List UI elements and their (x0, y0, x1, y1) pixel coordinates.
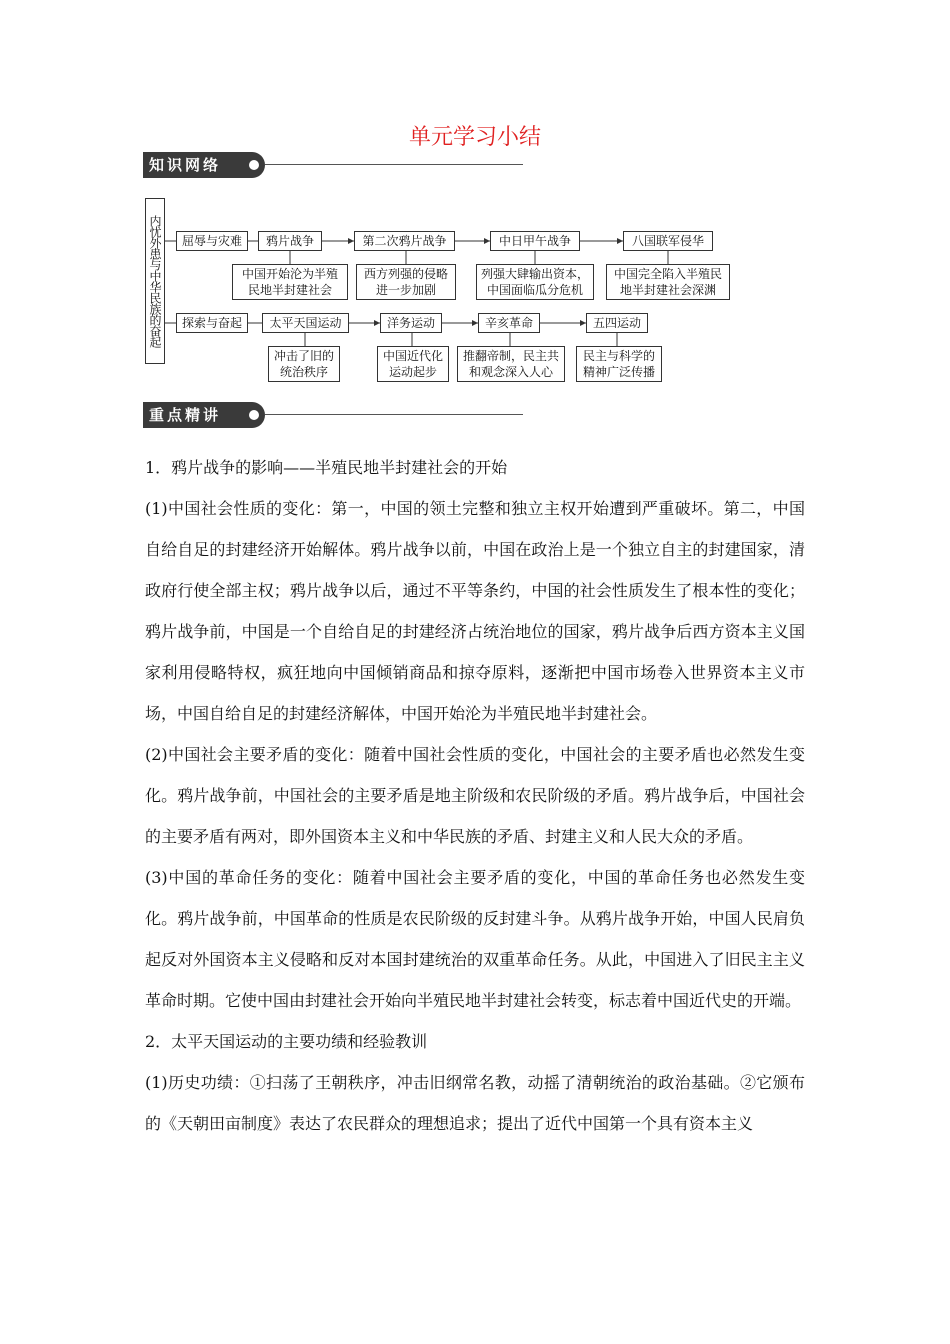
connector-lines (0, 0, 950, 400)
paragraph: (3)中国的革命任务的变化：随着中国社会主要矛盾的变化，中国的革命任务也必然发生变化。鸦片战争前，中国革命的性质是农民阶级的反封建斗争。从鸦片战争开始，中国人民肩负起反对外国资本主义侵略和反对本国封建统治的双重革命任务。从此，中国进入了旧民主主义革命时期。它使中国由封建社会开始向半殖民地半封建社会转变，标志着中国近代史的开端。 (145, 868, 805, 1010)
section-label: 知识网络 (143, 152, 249, 178)
section-label: 重点精讲 (143, 402, 249, 428)
desc-may-fourth (576, 346, 662, 382)
node-taiping: 太平天国运动 (262, 313, 349, 333)
desc-line: 进一步加剧 (375, 283, 436, 297)
desc-line: 西方列强的侵略 (363, 267, 448, 281)
desc-line: 地半封建社会深渊 (619, 283, 716, 297)
heading-2: 2．太平天国运动的主要功绩和经验教训 (145, 1032, 428, 1051)
desc-opium-war (232, 264, 348, 300)
desc-line: 统治秩序 (279, 365, 328, 379)
page-title: 单元学习小结 (408, 125, 541, 150)
paragraph: (1)历史功绩：①扫荡了王朝秩序，冲击旧纲常名教，动摇了清朝统治的政治基础。②它颁布的《天朝田亩制度》表达了农民群众的理想追求；提出了近代中国第一个具有资本主义 (145, 1073, 805, 1133)
desc-second-opium-war (356, 264, 456, 300)
main-content (145, 447, 805, 1144)
desc-westernization (377, 346, 449, 382)
paragraph: (1)中国社会性质的变化：第一，中国的领土完整和独立主权开始遭到严重破坏。第二，中国自给自足的封建经济开始解体。鸦片战争以前，中国在政治上是一个独立自主的封建国家，清政府行使全部主权；鸦片战争以后，通过不平等条约，中国的社会性质发生了根本性的变化；鸦片战争前，中国是一个自给自足的封建经济占统治地位的国家，鸦片战争后西方资本主义国家利用侵略特权，疯狂地向中国倾销商品和掠夺原料，逐渐把中国市场卷入世界资本主义市场，中国自给自足的封建经济解体，中国开始沦为半殖民地半封建社会。 (145, 499, 805, 723)
desc-sino-japanese-war (476, 264, 594, 300)
divider (265, 414, 523, 415)
desc-line: 精神广泛传播 (582, 365, 655, 379)
desc-line: 列强大肆输出资本， (480, 267, 589, 281)
desc-line: 中国近代化 (382, 349, 443, 363)
knowledge-diagram (0, 0, 950, 400)
node-xinhai: 辛亥革命 (478, 313, 540, 333)
node-opium-war: 鸦片战争 (258, 231, 322, 251)
desc-xinhai (457, 346, 565, 382)
section-header-key-points (143, 402, 523, 428)
node-second-opium-war: 第二次鸦片战争 (354, 231, 455, 251)
heading-1: 1．鸦片战争的影响——半殖民地半封建社会的开始 (145, 458, 508, 477)
desc-line: 中国开始沦为半殖 (241, 267, 338, 281)
desc-taiping (268, 346, 340, 382)
desc-eight-nation-invasion (606, 264, 730, 300)
diagram-root-label: 内忧外患与中华民族的奋起 (145, 198, 165, 364)
desc-line: 冲击了旧的 (273, 349, 334, 363)
theme-exploration: 探索与奋起 (176, 313, 248, 333)
node-westernization: 洋务运动 (380, 313, 442, 333)
theme-humiliation: 屈辱与灾难 (176, 231, 248, 251)
desc-line: 推翻帝制，民主共 (462, 349, 559, 363)
node-eight-nation-invasion: 八国联军侵华 (623, 231, 713, 251)
node-sino-japanese-war: 中日甲午战争 (490, 231, 580, 251)
desc-line: 中国完全陷入半殖民 (613, 267, 722, 281)
node-may-fourth: 五四运动 (586, 313, 648, 333)
paragraph: (2)中国社会主要矛盾的变化：随着中国社会性质的变化，中国社会的主要矛盾也必然发生变化。鸦片战争前，中国社会的主要矛盾是地主阶级和农民阶级的矛盾。鸦片战争后，中国社会的主要矛盾有两对，即外国资本主义和中华民族的矛盾、封建主义和人民大众的矛盾。 (145, 745, 805, 846)
desc-line: 和观念深入人心 (468, 365, 553, 379)
desc-line: 运动起步 (388, 365, 437, 379)
desc-line: 中国面临瓜分危机 (486, 283, 583, 297)
bullet-icon (245, 402, 265, 428)
desc-line: 民主与科学的 (582, 349, 655, 363)
desc-line: 民地半封建社会 (247, 283, 332, 297)
